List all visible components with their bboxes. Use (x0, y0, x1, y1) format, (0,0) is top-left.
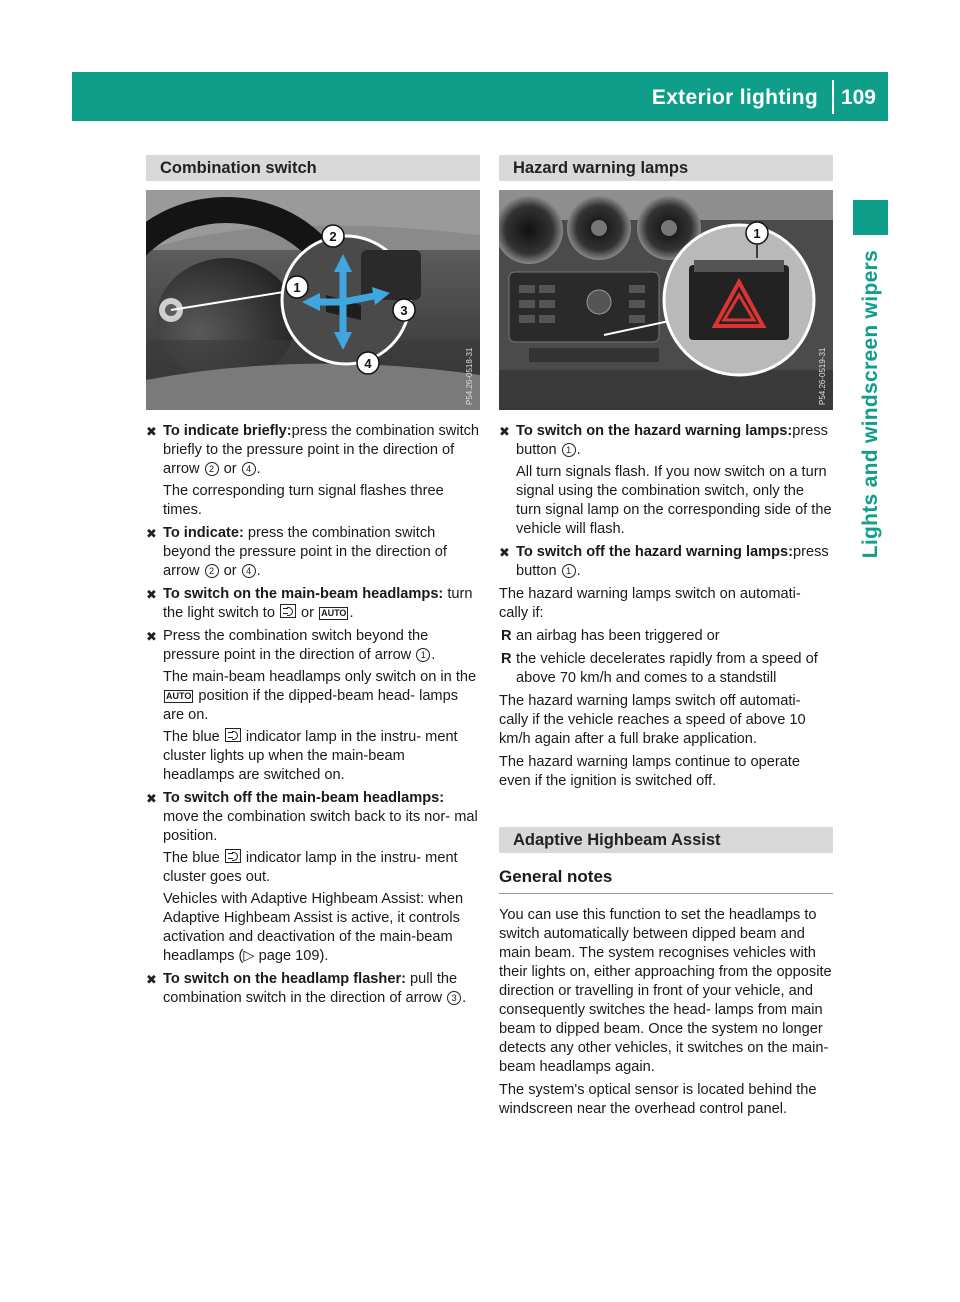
header-bar (72, 72, 888, 121)
dipped-beam-icon (280, 604, 296, 618)
callout-4: 4 (364, 356, 372, 371)
paragraph: The hazard warning lamps switch on automati- cally if: (499, 586, 801, 621)
main-beam-indicator-icon (225, 849, 241, 863)
paragraph: You can use this function to set the headlamps to switch automatically between dipped beam and main beam. The system recognises vehicles with their lights on, either approaching from the opposite direction or travelling in front of your vehicle, and consequently switches the head- lamps from main beam to dipped beam. Once the system no longer detects any other vehicles, it switches on the main-beam headlamps again. (499, 907, 832, 1075)
header-separator (832, 80, 834, 114)
section-heading-hazard-warning: Hazard warning lamps (499, 155, 833, 181)
list-item: R the vehicle decelerates rapidly from a speed of above 70 km/h and comes to a standstill (501, 651, 818, 686)
chapter-title: Exterior lighting (651, 86, 818, 109)
paragraph: The hazard warning lamps switch off automati- cally if the vehicle reaches a speed of above 10 km/h again after a full brake application. (499, 693, 806, 747)
page-number: 109 (840, 86, 876, 109)
right-column (499, 155, 833, 1119)
step-hazard-on: ✖ To switch on the hazard warning lamps:press button 1 . All turn signals flash. If you now switch on a turn signal using the combination switch, only the turn signal lamp on the corresponding side of the vehicle will flash. (499, 423, 832, 537)
combination-switch-illustration (146, 190, 480, 410)
side-tab-marker (853, 200, 888, 235)
list-item: R an airbag has been triggered or (501, 628, 720, 644)
callout-1: 1 (753, 226, 761, 241)
step-press-beyond: ✖ Press the combination switch beyond the pressure point in the direction of arrow 1 . The main-beam headlamps only switch on in the AUTO position if the dipped-beam head- lamps are on. The blue indicator lamp in the instru- ment cluster lights up when the main-beam headlamps are switched on. (146, 628, 477, 783)
paragraph: The system's optical sensor is located behind the windscreen near the overhead control panel. (499, 1082, 817, 1117)
callout-3: 3 (400, 303, 408, 318)
callout-1: 1 (293, 280, 301, 295)
section-heading-adaptive-highbeam: Adaptive Highbeam Assist (499, 827, 833, 853)
side-tab-text: Lights and windscreen wipers (858, 250, 882, 559)
step-main-beam-on: ✖ To switch on the main-beam headlamps: turn the light switch to or AUTO . (146, 586, 473, 621)
hazard-warning-figure (499, 190, 833, 410)
left-column (146, 155, 480, 1008)
step-headlamp-flasher: ✖ To switch on the headlamp flasher: pull the combination switch in the direction of arrow 3 . (146, 971, 467, 1006)
step-hazard-off: ✖ To switch off the hazard warning lamps:press button 1 . (499, 544, 829, 579)
step-indicate: ✖ To indicate: press the combination switch beyond the pressure point in the direction of arrow 2 or 4 . (146, 525, 447, 579)
side-tab-label (853, 250, 888, 690)
section-heading-combination-switch: Combination switch (146, 155, 480, 181)
paragraph: The hazard warning lamps continue to operate even if the ignition is switched off. (499, 754, 800, 789)
auto-symbol: AUTO (166, 691, 192, 701)
hazard-switch-illustration (499, 190, 833, 410)
main-beam-indicator-icon (225, 728, 241, 742)
figure-code: P54.26-0519-31 (818, 347, 827, 405)
step-indicate-briefly: ✖ To indicate briefly:press the combination switch briefly to the pressure point in the direction of arrow 2 or 4 . The corresponding turn signal flashes three times. (146, 423, 480, 518)
page-reference-link[interactable]: ▷ page 109 (243, 948, 320, 964)
subheading-general-notes: General notes (499, 867, 833, 894)
step-main-beam-off: ✖ To switch off the main-beam headlamps: move the combination switch back to its nor- mal position. The blue indicator lamp in the instru- ment cluster goes out. Vehicles with Adaptive Highbeam Assist: when Adaptive Highbeam Assist is active, it controls activation and deactivation of the main-beam headlamps (▷ page 109). (146, 790, 478, 964)
figure-code: P54.26-0518-31 (465, 347, 474, 405)
auto-symbol: AUTO (321, 608, 347, 618)
callout-2: 2 (329, 229, 337, 244)
combination-switch-figure (146, 190, 480, 410)
